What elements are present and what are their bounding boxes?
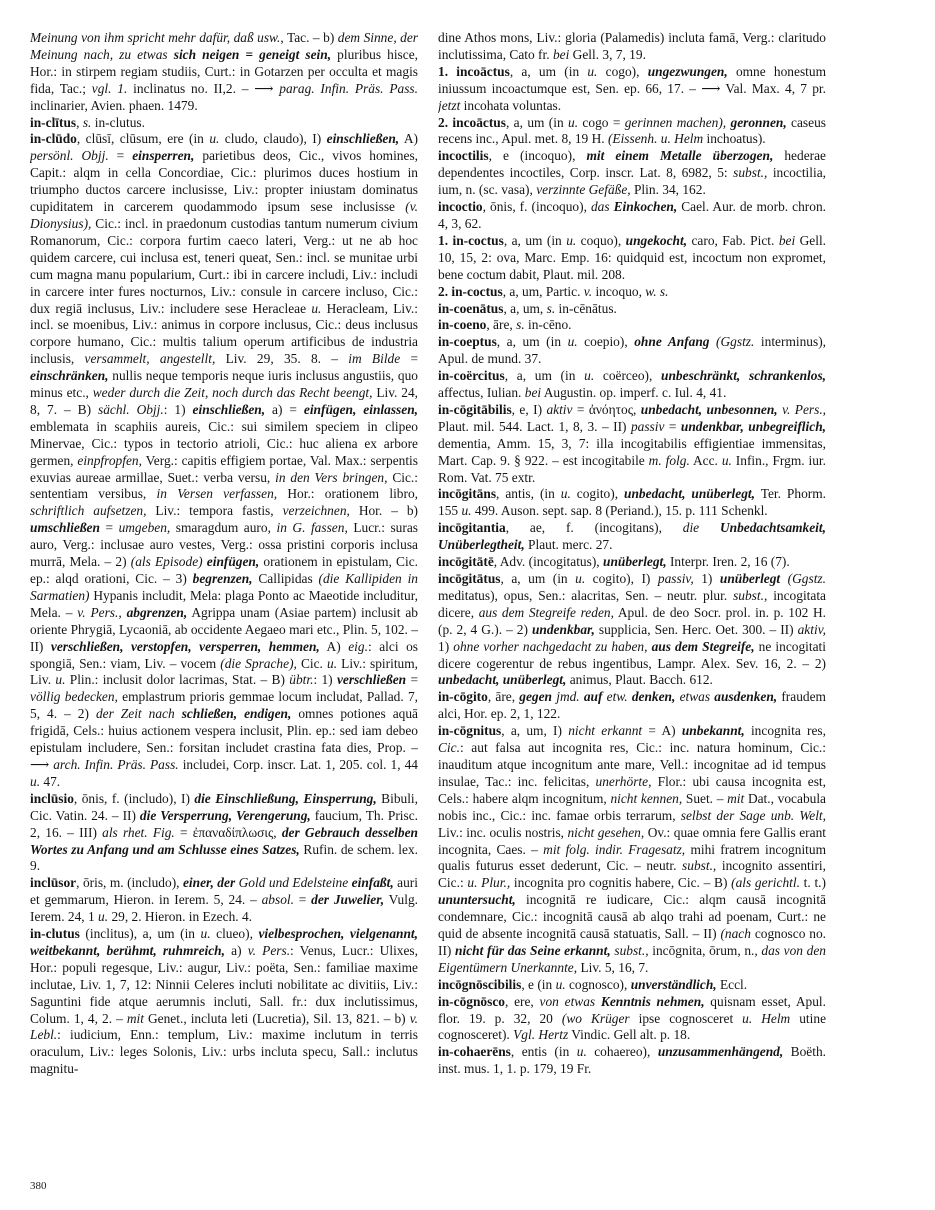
dictionary-entry: 1. incoāctus, a, um (in u. cogo), ungezwungen, omne honestum iniussum incoactumque est, Sen. ep. 66, 17. – ⟶ Val. Max. 4, 7 pr. jetzt incohata voluntas. <box>438 63 826 113</box>
dictionary-entry: in-cōgito, āre, gegen jmd. auf etw. denken, etwas ausdenken, fraudem alci, Hor. ep. 2, 1, 122. <box>438 689 826 722</box>
dictionary-entry: incōgitāns, antis, (in u. cogito), unbedacht, unüberlegt, Ter. Phorm. 155 u. 499. Auson. sept. sap. 8 (Periand.), 15. p. 111 Schenkl. <box>438 486 826 519</box>
dictionary-entry: incōgitantia, ae, f. (incogitans), die Unbedachtsamkeit, Unüberlegtheit, Plaut. merc. 27. <box>438 520 826 553</box>
dictionary-entry: 2. incoāctus, a, um (in u. cogo = gerinnen machen), geronnen, caseus recens inc., Apul. met. 8, 19 H. (Eissenh. u. Helm inchoatus). <box>438 114 826 147</box>
dictionary-entry: in-cōgnōsco, ere, von etwas Kenntnis nehmen, quisnam esset, Apul. flor. 19. p. 32, 20 (wo Krüger ipse cognosceret u. Helm utine cognosceret). Vgl. Hertz Vindic. Gell alt. p. 18. <box>438 993 826 1043</box>
dictionary-entry: incoctilis, e (incoquo), mit einem Metalle überzogen, hederae dependentes incoctiles, Corp. inscr. Lat. 8, 6982, 5: subst., incoctilia, ium, n. (sc. vasa), verzinnte Gefäße, Plin. 34, 162. <box>438 148 826 198</box>
dictionary-entry: Meinung von ihm spricht mehr dafür, daß usw., Tac. – b) dem Sinne, der Meinung nach, zu etwas sich neigen = geneigt sein, pluribus hisce, Hor.: in stirpem regiam studiis, Curt.: in Gotarzen per occulta et magis fida, Tac.; vgl. 1. inclinatus no. II,2. – ⟶ parag. Infin. Präs. Pass. inclinarier, Avien. phaen. 1479. <box>30 30 418 113</box>
right-column <box>438 30 826 1180</box>
dictionary-entry: incōgitātē, Adv. (incogitatus), unüberlegt, Interpr. Iren. 2, 16 (7). <box>438 554 790 570</box>
page-number: 380 <box>30 1180 47 1192</box>
dictionary-entry: in-coërcitus, a, um (in u. coërceo), unbeschränkt, schrankenlos, affectus, Iulian. bei Augustin. op. imperf. c. Iul. 4, 41. <box>438 368 826 401</box>
dictionary-entry: incōgitātus, a, um (in u. cogito), I) passiv, 1) unüberlegt (Ggstz. meditatus), opus, Sen.: alacritas, Sen. – neutr. plur. subst., incogitata dicere, aus dem Stegreife reden, Apul. de deo Socr. prol. in. p. 102 H. (p. 2, 4 G.). – 2) undenkbar, supplicia, Sen. Herc. Oet. 300. – II) aktiv, 1) ohne vorher nachgedacht zu haben, aus dem Stegreife, ne incogitati dicere cogerentur de rebus ingentibus, Lampr. Alex. Sev. 16, 2. – 2) unbedacht, unüberlegt, animus, Plaut. Bacch. 612. <box>438 571 826 688</box>
dictionary-entry: incoctio, ōnis, f. (incoquo), das Einkochen, Cael. Aur. de morb. chron. 4, 3, 62. <box>438 199 826 231</box>
dictionary-entry: dine Athos mons, Liv.: gloria (Palamedis) incluta famā, Verg.: claritudo inclutissima, Cato fr. bei Gell. 3, 7, 19. <box>438 30 826 62</box>
dictionary-entry: in-coeno, āre, s. in-cēno. <box>438 317 572 333</box>
left-column <box>30 30 418 1180</box>
dictionary-entry: 1. in-coctus, a, um (in u. coquo), ungekocht, caro, Fab. Pict. bei Gell. 10, 15, 2: ova, Marc. Emp. 16: quidquid est, incoctum non expromet, bene coctum dabit, Plaut. mil. 208. <box>438 232 826 282</box>
dictionary-entry: in-clūdo, clūsī, clūsum, ere (in u. cludo, claudo), I) einschließen, A) persönl. Objj. = einsperren, parietibus deos, Cic., vivos homines, Capit.: alqm in cella Concordiae, Cic.: plurimos duces hostium in triumpho ductos carcere inclusisse, Liv.: propter iniustam dominatus cupiditatem in carcerem quodammodo ipsum sese inclusisse (v. Dionysius), Cic.: incl. in praedonum custodias tantum numerum civium Romanorum, Cic.: corpora furtim caeco lateri, Verg.: ut ne ab hoc quidem carcere, cui inclusa est, teneri queat, Sen.: incl. se munitae urbi cum magna manu popularium, Curt.: ibi in carcere includi, Liv.: includi in carcere inter fures nocturnos, Liv.: consule in carcere incluso, Cic.: dux regiā inclusus, Liv.: includere sese Heracleae u. Heracleam, Liv.: incl. se moenibus, Liv.: animus in corpore inclusus, Cic.: deus inclusus corpore humano, Cic.: multis talium operum artificibus de industria inclusis, versammelt, angestellt, Liv. 29, 35. 8. – im Bilde = einschränken, nullis neque temporis neque iuris inclusus angustiis, quo minus etc., weder durch die Zeit, noch durch das Recht beengt, Liv. 24, 8, 7. – B) sächl. Objj.: 1) einschließen, a) = einfügen, einlassen, emblemata in scaphiis aureis, Cic.: sui similem speciem in clipeo Minervae, Cic.: typos in tectorio atrioli, Cic.: huc aliena ex arbore germen, einpfropfen, Verg.: capitis effigiem portae, Val. Max.: serpentis exuvias aureae armillae, Suet.: verba versu, in den Vers bringen, Cic.: sententiam versibus, in Versen verfassen, Hor.: orationem libro, schriftlich aufsetzen, Liv.: tempora fastis, verzeichnen, Hor. – b) umschließen = umgeben, smaragdum auro, in G. fassen, Lucr.: suras auro, Verg.: inclusae auro vestes, Verg.: ossa pristini corporis inclusa murrā, Mela. – 2) (als Episode) einfügen, orationem in epistulam, Cic. ep.: alqd orationi, Cic. – 3) begrenzen, Callipidas (die Kallipiden in Sarmatien) Hypanis includit, Mela: plaga Ponto ac Maeotide includitur, Mela. – v. Pers., abgrenzen, Agrippa unam (Asiae partem) inclusit ab oriente Phrygiā, Lycaoniā, ab occidente Aegaeo mari etc., Plin. 5, 102. – II) verschließen, verstopfen, versperren, hemmen, A) eig.: alci os spongiā, Sen.: viam, Liv. – vocem (die Sprache), Cic. u. Liv.: spiritum, Liv. u. Plin.: inclusit dolor lacrimas, Stat. – B) übtr.: 1) verschließen = völlig bedecken, emplastrum prioris gemmae locum includat, Pallad. 7, 5, 4. – 2) der Zeit nach schließen, endigen, omnes potiones aquā frigidā, Cels.: huius actionem vespera inclusit, Plin. ep.: sed iam debeo epistulam includere, Sen.: forsitan includet crastina fata dies, Prop. – ⟶ arch. Infin. Präs. Pass. includei, Corp. inscr. Lat. 1, 205. col. 1, 44 u. 47. <box>30 131 418 789</box>
dictionary-entry: in-coenātus, a, um, s. in-cēnātus. <box>438 300 617 316</box>
dictionary-entry: 2. in-coctus, a, um, Partic. v. incoquo, w. s. <box>438 283 669 299</box>
dictionary-entry: inclūsor, ōris, m. (includo), einer, der Gold und Edelsteine einfaßt, auri et gemmarum, Hieron. in Ierem. 5, 24. – absol. = der Juwelier, Vulg. Ierem. 24, 1 u. 29, 2. Hieron. in Ezech. 4. <box>30 875 418 925</box>
dictionary-entry: in-coeptus, a, um (in u. coepio), ohne Anfang (Ggstz. interminus), Apul. de mund. 37. <box>438 334 826 367</box>
dictionary-entry: inclūsio, ōnis, f. (includo), I) die Einschließung, Einsperrung, Bibuli, Cic. Vatin. 24. – II) die Versperrung, Verengerung, faucium, Th. Prisc. 2, 16. – III) als rhet. Fig. = ἐπαναδίπλωσις, der Gebrauch desselben Wortes zu Anfang und am Schlusse eines Satzes, Rufin. de schem. lex. 9. <box>30 790 418 874</box>
dictionary-entry: in-clutus (inclitus), a, um (in u. clueo), vielbesprochen, vielgenannt, weitbekannt, berühmt, ruhmreich, a) v. Pers.: Venus, Lucr.: Ulixes, Hor.: populi regesque, Liv.: augur, Liv.: poëta, Sen.: familiae maxime inclutae, Liv. 1, 7, 12: Ninnii Celeres incluti nobilitate ac divitiis, Liv.: Saguntini fide atque aerumnis incluti, Sall. fr.: dux inclutissimus, Colum. 1, 4, 2. – mit Genet., incluta leti (Lucretia), Sil. 13, 821. – b) v. Lebl.: iudicium, Enn.: templum, Liv.: maxime inclutum in terris oraculum, Liv.: leges Solonis, Liv.: urbs incluta specu, Sall.: inclutus magnitu- <box>30 926 418 1077</box>
dictionary-entry: in-clītus, s. in-clutus. <box>30 114 145 130</box>
dictionary-entry: in-cōgitābilis, e, I) aktiv = ἀνόητος, unbedacht, unbesonnen, v. Pers., Plaut. mil. 544. Lact. 1, 8, 3. – II) passiv = undenkbar, unbegreiflich, dementia, Amm. 15, 3, 7: illa incogitabilis effigientiae immensitas, Mart. Cap. 9. § 922. – est incogitabile m. folg. Acc. u. Infin., Frgm. iur. Rom. Vat. 75 extr. <box>438 401 826 485</box>
dictionary-entry: in-cohaerēns, entis (in u. cohaereo), unzusammenhängend, Boëth. inst. mus. 1, 1. p. 179, 19 Fr. <box>438 1044 826 1077</box>
dictionary-entry: incōgnōscibilis, e (in u. cognosco), unverständlich, Eccl. <box>438 976 748 992</box>
dictionary-entry: in-cōgnitus, a, um, I) nicht erkannt = A) unbekannt, incognita res, Cic.: aut falsa aut incognita res, Cic.: inc. natura hominum, Cic.: inauditum atque incognitum ante mare, Vell.: incognitae ad id tempus insulae, Tac.: inc. felicitas, unerhörte, Flor.: ubi causa incognita est, Cels.: habere alqm incognitum, nicht kennen, Suet. – mit Dat., vocabula nobis inc., Cic.: inc. famae orbis terrarum, selbst der Sage unb. Welt, Liv.: inc. oculis nostris, nicht gesehen, Ov.: quae omnia fere Gallis erant incognita, Caes. – mit folg. indir. Fragesatz, mihi fratrem incognitum qualis futurus esset dederunt, Cic. – neutr. subst., incognito assentiri, Cic.: u. Plur., incognita pro cognitis habere, Cic. – B) (als gerichtl. t. t.) ununtersucht, incognitā re iudicare, Cic.: alqm causā incognitā condemnare, Cic.: incognitā causā ab alqo trahi ad poenam, Curt.: ne quid de absente incognitā causā statuatis, Sall. – II) (nach cognosco no. II) nicht für das Seine erkannt, subst., incōgnita, ōrum, n., das von den Eigentümern Unerkannte, Liv. 5, 16, 7. <box>438 723 826 975</box>
